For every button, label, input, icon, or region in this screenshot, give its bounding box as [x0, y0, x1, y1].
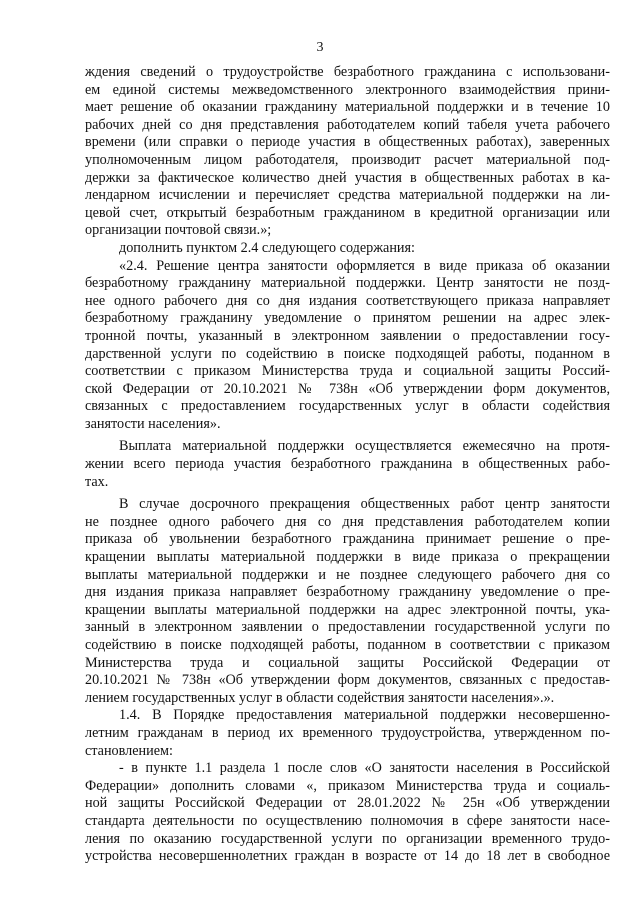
text-line: Выплата материальной поддержки осуществляется ежемесячно на протя- [119, 438, 610, 455]
text-line: организации почтовой связи.»; [85, 222, 272, 239]
text-line: не позднее одного рабочего дня со дня представления работодателем копии [85, 513, 610, 530]
text-line: 1.4. В Порядке предоставления материальной поддержки несовершенно- [119, 707, 610, 724]
text-line: содействию в поиске подходящей работы, поданном в соответствии с приказом [85, 637, 610, 653]
text-line: ждения сведений о трудоустройстве безработного гражданина с использовани- [85, 64, 610, 80]
document-body [85, 64, 610, 866]
text-line: безработному гражданину уведомление о принятом решении на адрес элек- [85, 310, 610, 327]
page-number: 3 [316, 40, 324, 55]
text-line: лендарном исчислении и перечисляет средства материальной поддержки на ли- [85, 187, 610, 204]
text-line: кращении выплаты материальной поддержки на адрес электронной почты, ука- [85, 601, 610, 618]
text-line: дарственной услуги по содействию в поиске подходящей работы, поданном в [85, 345, 610, 362]
text-line: соответствии с приказом Министерства труда и социальной защиты Россий- [85, 363, 610, 380]
text-line: становлением: [85, 742, 173, 759]
text-line: устройства несовершеннолетних граждан в возрасте от 14 до 18 лет в свободное [85, 848, 610, 865]
text-line: тронной почты, указанный в электронном заявлении о предоставлении госу- [85, 327, 610, 344]
text-line: нее одного рабочего дня со дня издания соответствующего приказа направляет [85, 292, 610, 309]
text-line: выплаты материальной поддержки и не позднее следующего рабочего дня со [85, 566, 610, 583]
text-line: уполномоченным лицом работодателя, производит расчет материальной под- [85, 151, 610, 168]
text-line: ной защиты Российской Федерации от 28.01.2022 № 25н «Об утверждении [85, 795, 610, 812]
text-line: ления по оказанию государственной услуги по организации временного трудо- [85, 830, 610, 847]
text-line: тах. [85, 473, 109, 490]
text-line: связанных с предоставлением государственных услуг в области содействия [85, 398, 610, 415]
text-line: приказа об увольнении безработного гражданина принимает решение о пре- [85, 531, 610, 548]
text-line: мает решение об оказании гражданину материальной поддержки и в течение 10 [85, 99, 610, 116]
text-line: кращении выплаты материальной поддержки в виде приказа о прекращении [85, 549, 610, 566]
text-line: цевой счет, открытый безработным гражданином в кредитной организации или [85, 204, 610, 221]
text-line: «2.4. Решение центра занятости оформляется в виде приказа об оказании [119, 257, 610, 274]
text-line: стандарта деятельности по осуществлению полномочия в сфере занятости насе- [85, 812, 610, 829]
text-line: времени (или справки о периоде участия в общественных работах), заверенных [85, 134, 610, 151]
text-line: дня издания приказа направляет безработному гражданину уведомление о пре- [85, 584, 610, 601]
text-line: занятости населения». [85, 415, 221, 432]
text-line: держки за фактическое количество дней участия в общественных работах в ка- [85, 169, 610, 186]
text-line: лением государственных услуг в области содействия занятости населения».». [85, 689, 555, 706]
text-line: занный в электронном заявлении о предоставлении государственной услуги по [85, 619, 610, 636]
text-line: 20.10.2021 № 738н «Об утверждении форм документов, связанных с предостав- [85, 672, 610, 689]
text-line: В случае досрочного прекращения общественных работ центр занятости [119, 496, 610, 513]
text-line: ем единой системы межведомственного электронного взаимодействия прини- [85, 81, 610, 98]
text-line: безработному гражданину материальной поддержки. Центр занятости не позд- [85, 275, 610, 292]
text-line: летним гражданам в период их временного трудоустройства, утвержденном по- [85, 724, 610, 741]
text-line: ской Федерации от 20.10.2021 № 738н «Об утверждении форм документов, [85, 380, 610, 397]
text-line: рабочих дней со дня представления работодателем копий табеля учета рабочего [85, 116, 610, 133]
text-line: - в пункте 1.1 раздела 1 после слов «О занятости населения в Российской [119, 760, 610, 777]
text-line: Федерации» дополнить словами «, приказом Министерства труда и социаль- [85, 777, 610, 794]
text-line: дополнить пунктом 2.4 следующего содержания: [119, 239, 415, 256]
text-line: жении всего периода участия безработного гражданина в общественных рабо- [85, 456, 610, 473]
text-line: Министерства труда и социальной защиты Российской Федерации от [85, 654, 610, 671]
